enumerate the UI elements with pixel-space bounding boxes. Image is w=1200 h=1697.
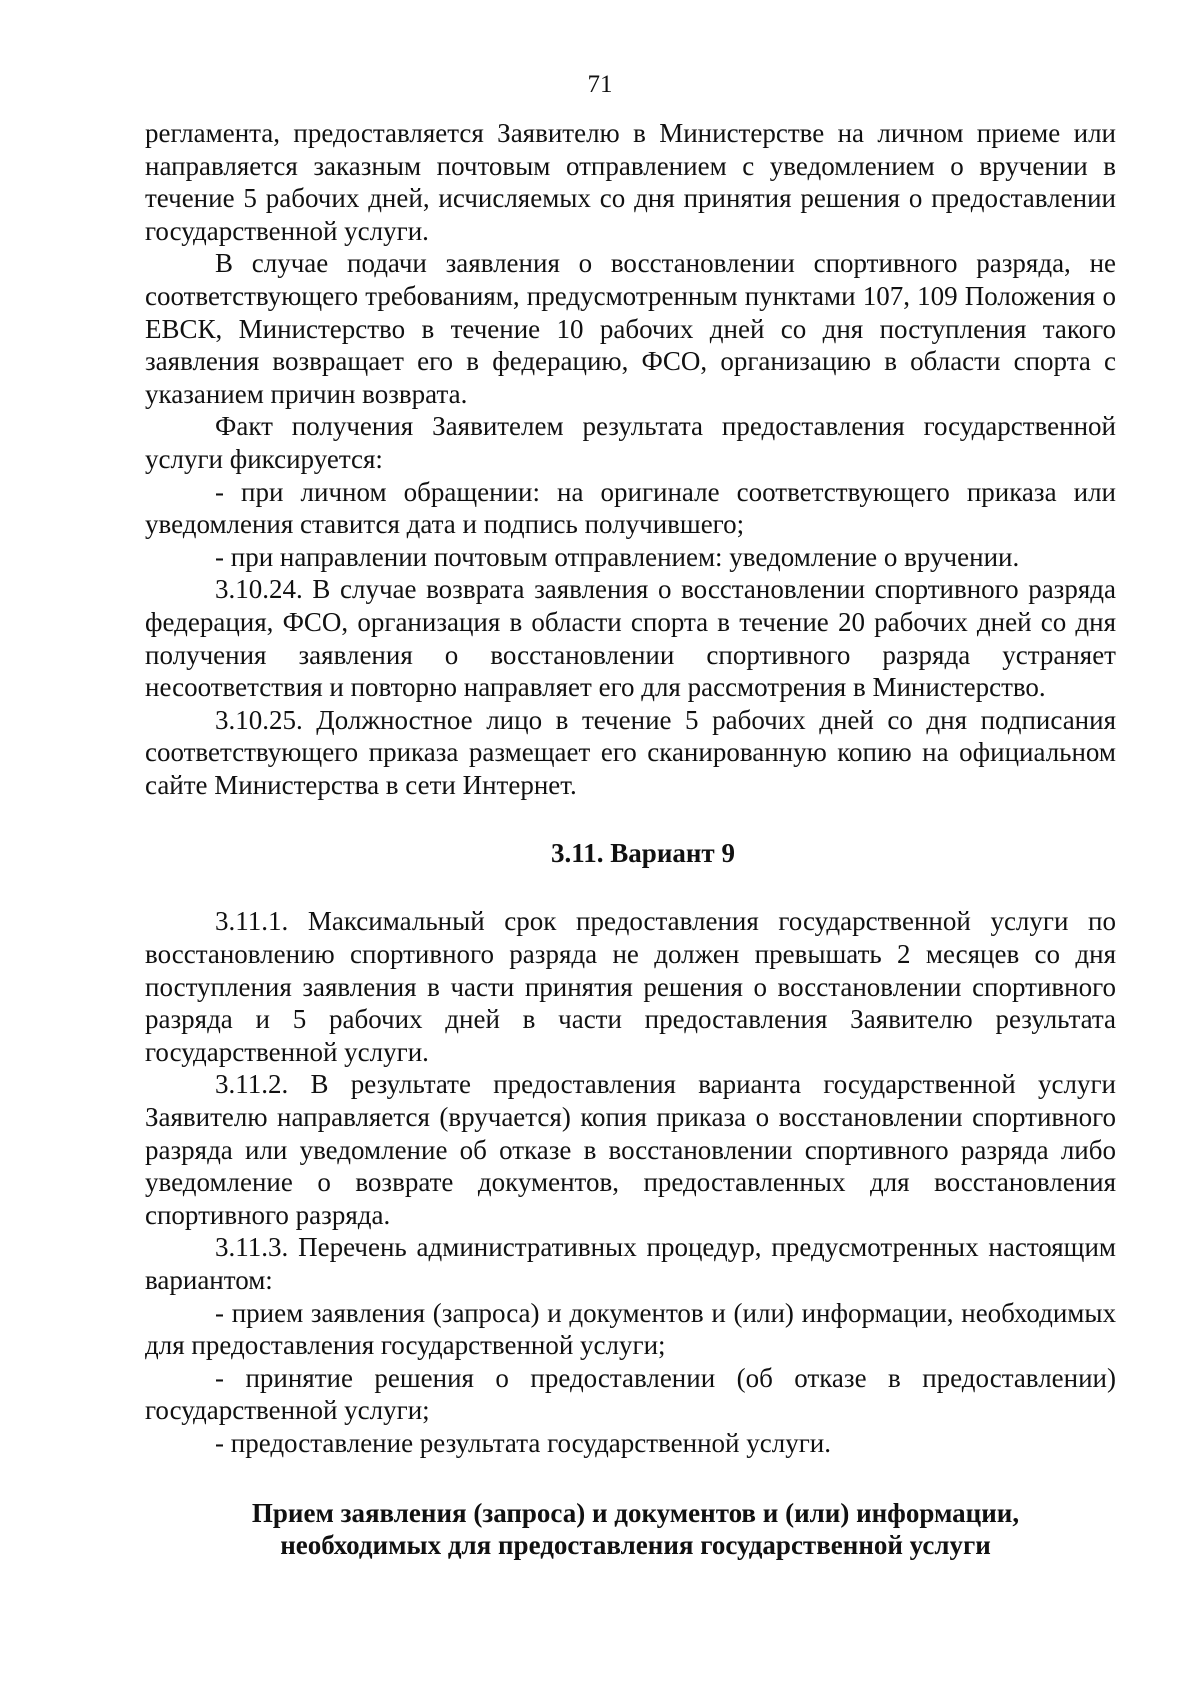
paragraph-receipt-fact: Факт получения Заявителем результата предоставления государственной услуги фиксируется:: [145, 411, 1116, 474]
procedure-heading-line-2: необходимых для предоставления государственной услуги: [280, 1529, 991, 1560]
list-item-application-intake: - прием заявления (запроса) и документов и (или) информации, необходимых для предоставления государственной услуги;: [145, 1297, 1116, 1361]
paragraph-continuation: регламента, предоставляется Заявителю в Министерстве на личном приеме или направляется заказным почтовым отправлением с уведомлением о вручении в течение 5 рабочих дней, исчисляемых со дня принятия решения о предоставлении государственной услуги.: [145, 118, 1116, 246]
list-item-decision: - принятие решения о предоставлении (об отказе в предоставлении) государственной услуги;: [145, 1362, 1116, 1426]
procedure-heading-line-1: Прием заявления (запроса) и документов и (или) информации,: [251, 1497, 1020, 1528]
paragraph-3-11-2: 3.11.2. В результате предоставления варианта государственной услуги Заявителю направляется (вручается) копия приказа о восстановлении спортивного разряда или уведомление об отказе в восстановлении спортивного разряда либо уведомление о возврате документов, предоставленных для восстановления спортивного разряда.: [145, 1069, 1116, 1230]
document-body: [145, 117, 1116, 1561]
page-number: 71: [587, 71, 613, 98]
paragraph-3-11-3: 3.11.3. Перечень административных процедур, предусмотренных настоящим вариантом:: [145, 1232, 1116, 1295]
paragraph-3-11-1: 3.11.1. Максимальный срок предоставления государственной услуги по восстановлению спортивного разряда не должен превышать 2 месяцев со дня поступления заявления в части принятия решения о восстановлении спортивного разряда и 5 рабочих дней в части предоставления Заявителю результата государственной услуги.: [145, 906, 1116, 1067]
paragraph-3-10-24: 3.10.24. В случае возврата заявления о восстановлении спортивного разряда федерация, ФСО, организация в области спорта в течение 20 рабочих дней со дня получения заявления о восстановлении спортивного разряда устраняет несоответствия и повторно направляет его для рассмотрения в Министерство.: [145, 574, 1116, 703]
procedure-heading: [145, 1497, 1116, 1561]
section-heading-3-11: 3.11. Вариант 9: [551, 838, 735, 869]
paragraph-return-conditions: В случае подачи заявления о восстановлении спортивного разряда, не соответствующего требованиям, предусмотренным пунктами 107, 109 Положения о ЕВСК, Министерство в течение 10 рабочих дней со дня поступления такого заявления возвращает его в федерацию, ФСО, организацию в области спорта с указанием причин возврата.: [145, 248, 1116, 409]
list-item-result-delivery: - предоставление результата государственной услуги.: [215, 1427, 831, 1458]
list-item-personal-visit: - при личном обращении: на оригинале соответствующего приказа или уведомления ставится дата и подпись получившего;: [145, 476, 1116, 540]
paragraph-3-10-25: 3.10.25. Должностное лицо в течение 5 рабочих дней со дня подписания соответствующего приказа размещает его сканированную копию на официальном сайте Министерства в сети Интернет.: [145, 704, 1116, 800]
list-item-postal: - при направлении почтовым отправлением: уведомление о вручении.: [215, 541, 1020, 572]
